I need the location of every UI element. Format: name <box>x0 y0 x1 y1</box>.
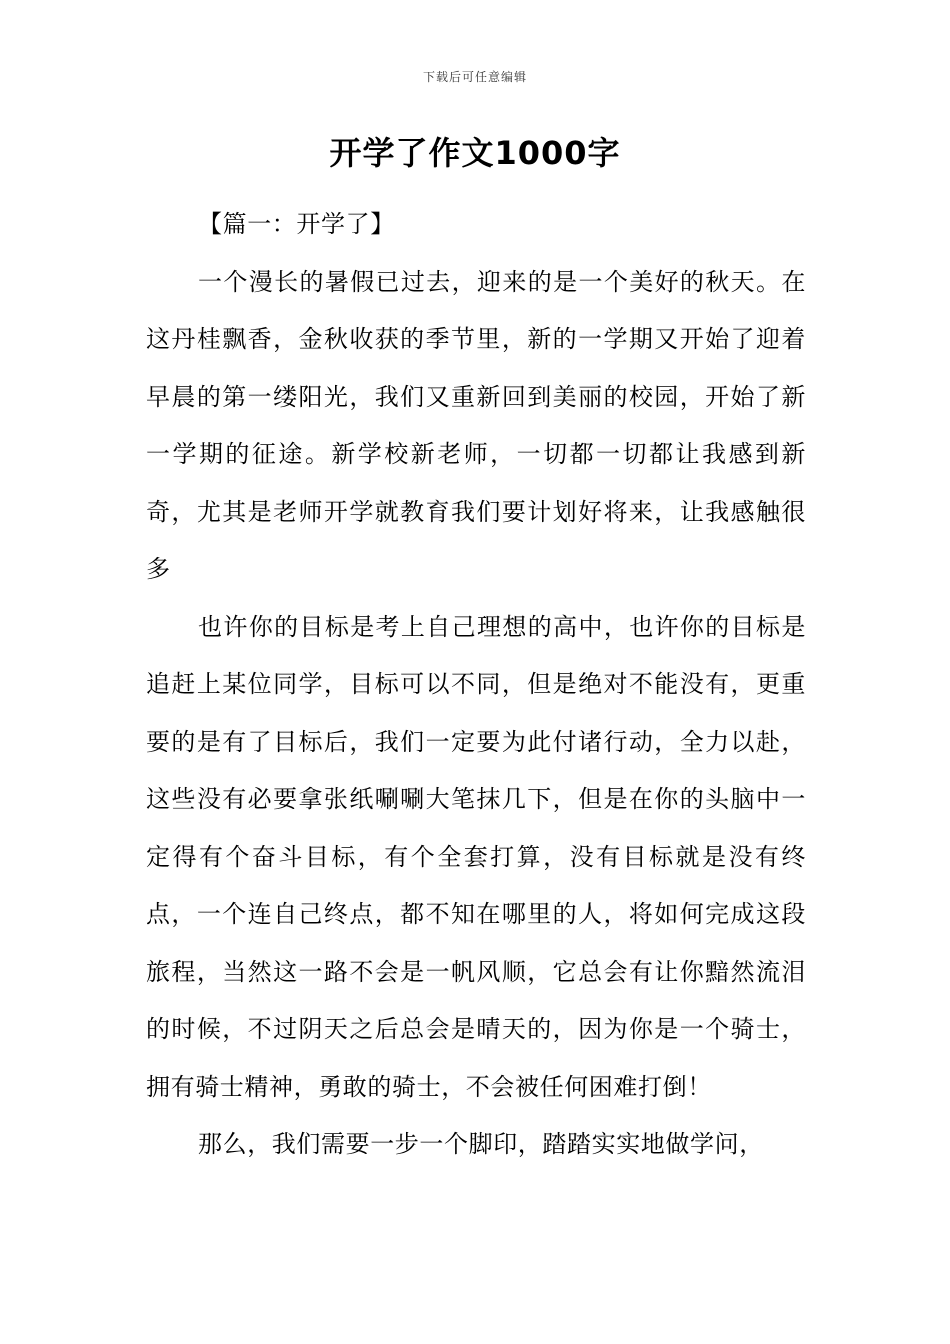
paragraph-1: 一个漫长的暑假已过去，迎来的是一个美好的秋天。在这丹桂飘香，金秋收获的季节里，新的一学期又开始了迎着早晨的第一缕阳光，我们又重新回到美丽的校园，开始了新一学期的征途。新学校新老师，一切都一切都让我感到新奇，尤其是老师开学就教育我们要计划好将来，让我感触很多 <box>146 267 806 583</box>
section-heading: 【篇一：开学了】 <box>198 210 395 238</box>
paragraph-3: 那么，我们需要一步一个脚印，踏踏实实地做学问， <box>198 1130 764 1158</box>
document-title: 开学了作文1000字 <box>329 134 621 172</box>
document-body <box>146 196 806 1174</box>
header-note: 下载后可任意编辑 <box>422 70 527 84</box>
paragraph-2: 也许你的目标是考上自己理想的高中，也许你的目标是追赶上某位同学，目标可以不同，但是绝对不能没有，更重要的是有了目标后，我们一定要为此付诸行动，全力以赴，这些没有必要拿张纸唰唰大笔抹几下，但是在你的头脑中一定得有个奋斗目标，有个全套打算，没有目标就是没有终点，一个连自己终点，都不知在哪里的人，将如何完成这段旅程，当然这一路不会是一帆风顺，它总会有让你黯然流泪的时候，不过阴天之后总会是晴天的，因为你是一个骑士，拥有骑士精神，勇敢的骑士，不会被任何困难打倒！ <box>146 612 806 1101</box>
